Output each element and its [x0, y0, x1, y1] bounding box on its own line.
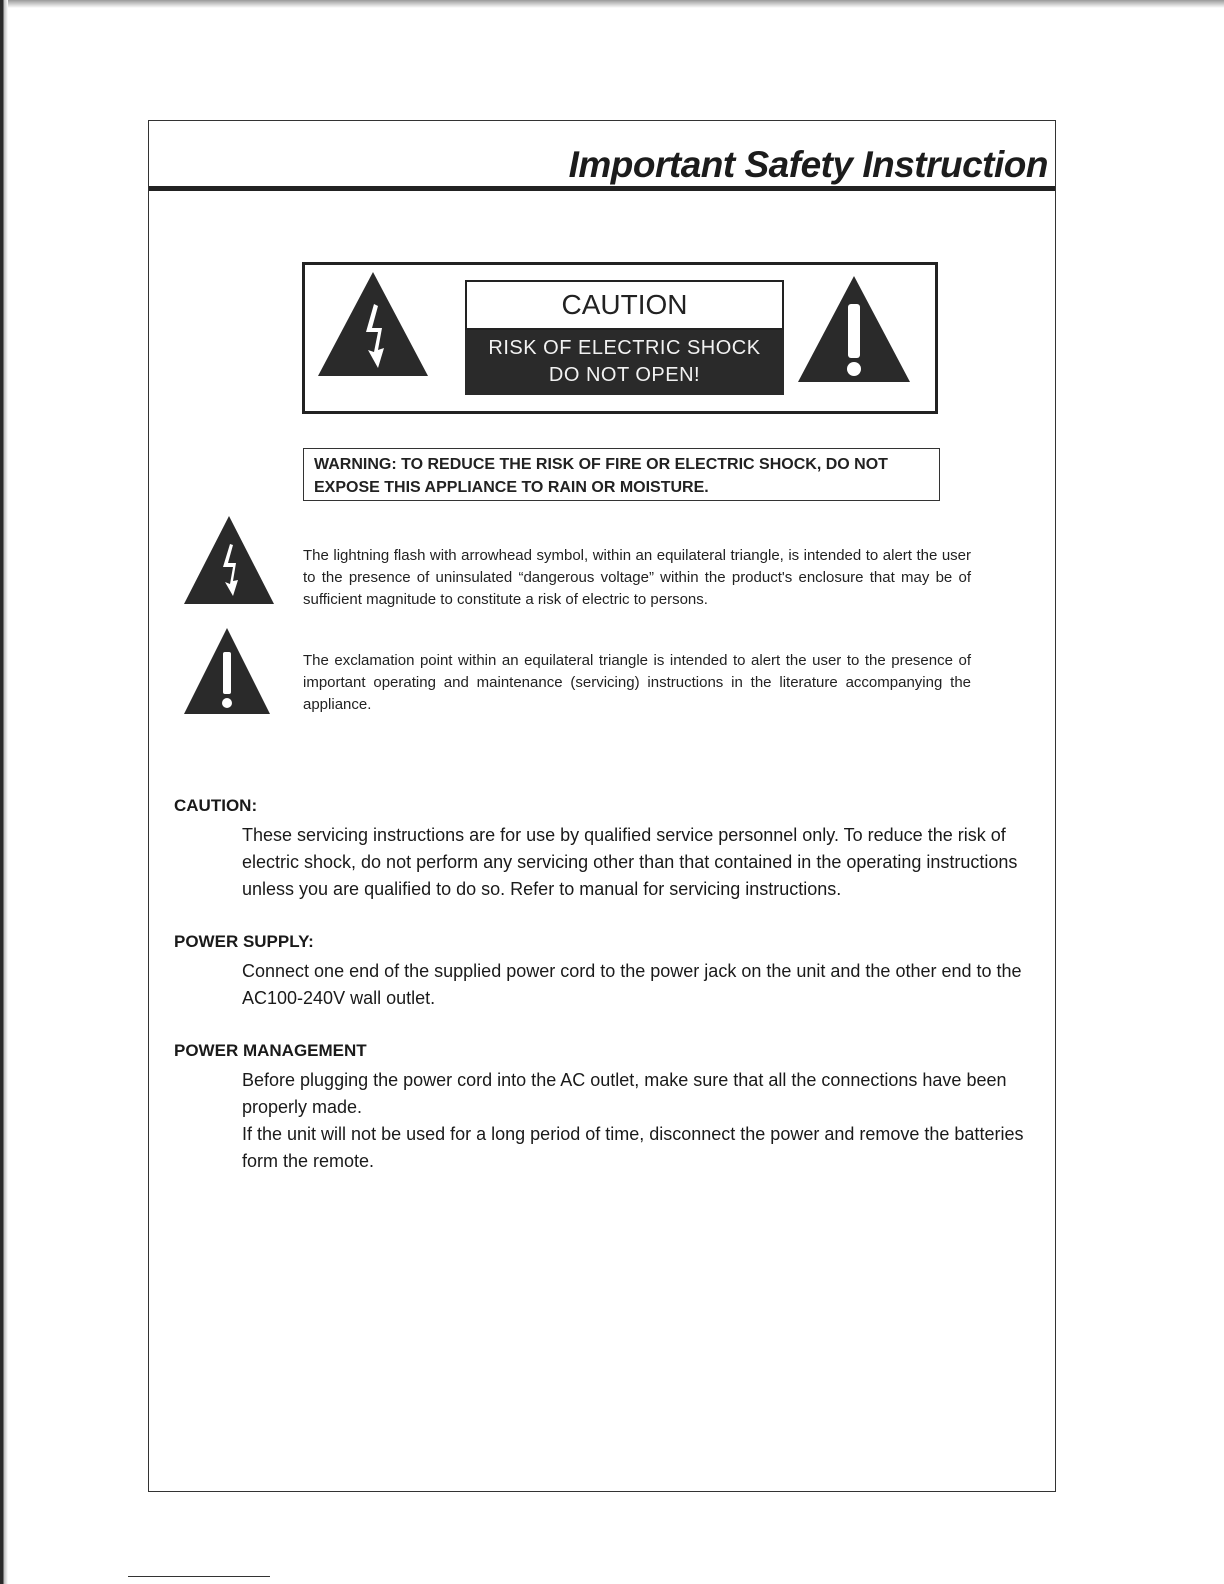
page-title: Important Safety Instruction	[568, 144, 1048, 185]
caution-label-line1: RISK OF ELECTRIC SHOCK	[488, 337, 761, 359]
power-supply-body	[242, 958, 1042, 1012]
lightning-triangle-icon	[182, 514, 276, 606]
exclamation-triangle-icon	[796, 274, 912, 384]
lightning-triangle-icon	[316, 270, 430, 378]
caution-paragraph: These servicing instructions are for use by qualified service personnel only. To reduce the risk of electric shock, do not perform any servicing other than that contained in the operating instructions unless you are qualified to do so. Refer to manual for servicing instructions.	[242, 825, 1018, 899]
power-supply-heading: POWER SUPPLY:	[174, 932, 314, 951]
lightning-symbol-text: The lightning flash with arrowhead symbol, within an equilateral triangle, is intended to alert the user to the presence of uninsulated “dangerous voltage” within the product's enclosure that may be of sufficient magnitude to constitute a risk of electric to persons.	[303, 547, 971, 608]
caution-label-line2: DO NOT OPEN!	[548, 364, 701, 386]
power-management-heading: POWER MANAGEMENT	[174, 1041, 367, 1060]
caution-body	[242, 822, 1042, 903]
power-management-paragraph: Before plugging the power cord into the AC outlet, make sure that all the connections have been properly made.	[242, 1070, 1007, 1117]
scan-edge-left	[0, 0, 8, 1584]
footer-rule	[128, 1576, 270, 1577]
power-supply-paragraph: Connect one end of the supplied power cord to the power jack on the unit and the other end to the AC100-240V wall outlet.	[242, 961, 1022, 1008]
caution-label-title: CAUTION	[465, 280, 784, 330]
caution-heading: CAUTION:	[174, 796, 258, 815]
caution-label-band	[465, 330, 784, 395]
title-rule	[149, 186, 1055, 191]
power-management-paragraph: If the unit will not be used for a long period of time, disconnect the power and remove the batteries form the remote.	[242, 1124, 1024, 1171]
exclamation-symbol-text: The exclamation point within an equilateral triangle is intended to alert the user to the presence of important operating and maintenance (servicing) instructions in the literature accompanying the appliance.	[303, 652, 971, 713]
exclamation-triangle-icon	[182, 626, 272, 716]
scan-edge-top	[0, 0, 1224, 8]
warning-box: WARNING: TO REDUCE THE RISK OF FIRE OR ELECTRIC SHOCK, DO NOT EXPOSE THIS APPLIANCE TO RAIN OR MOISTURE.	[303, 448, 940, 501]
power-management-body	[242, 1067, 1042, 1175]
